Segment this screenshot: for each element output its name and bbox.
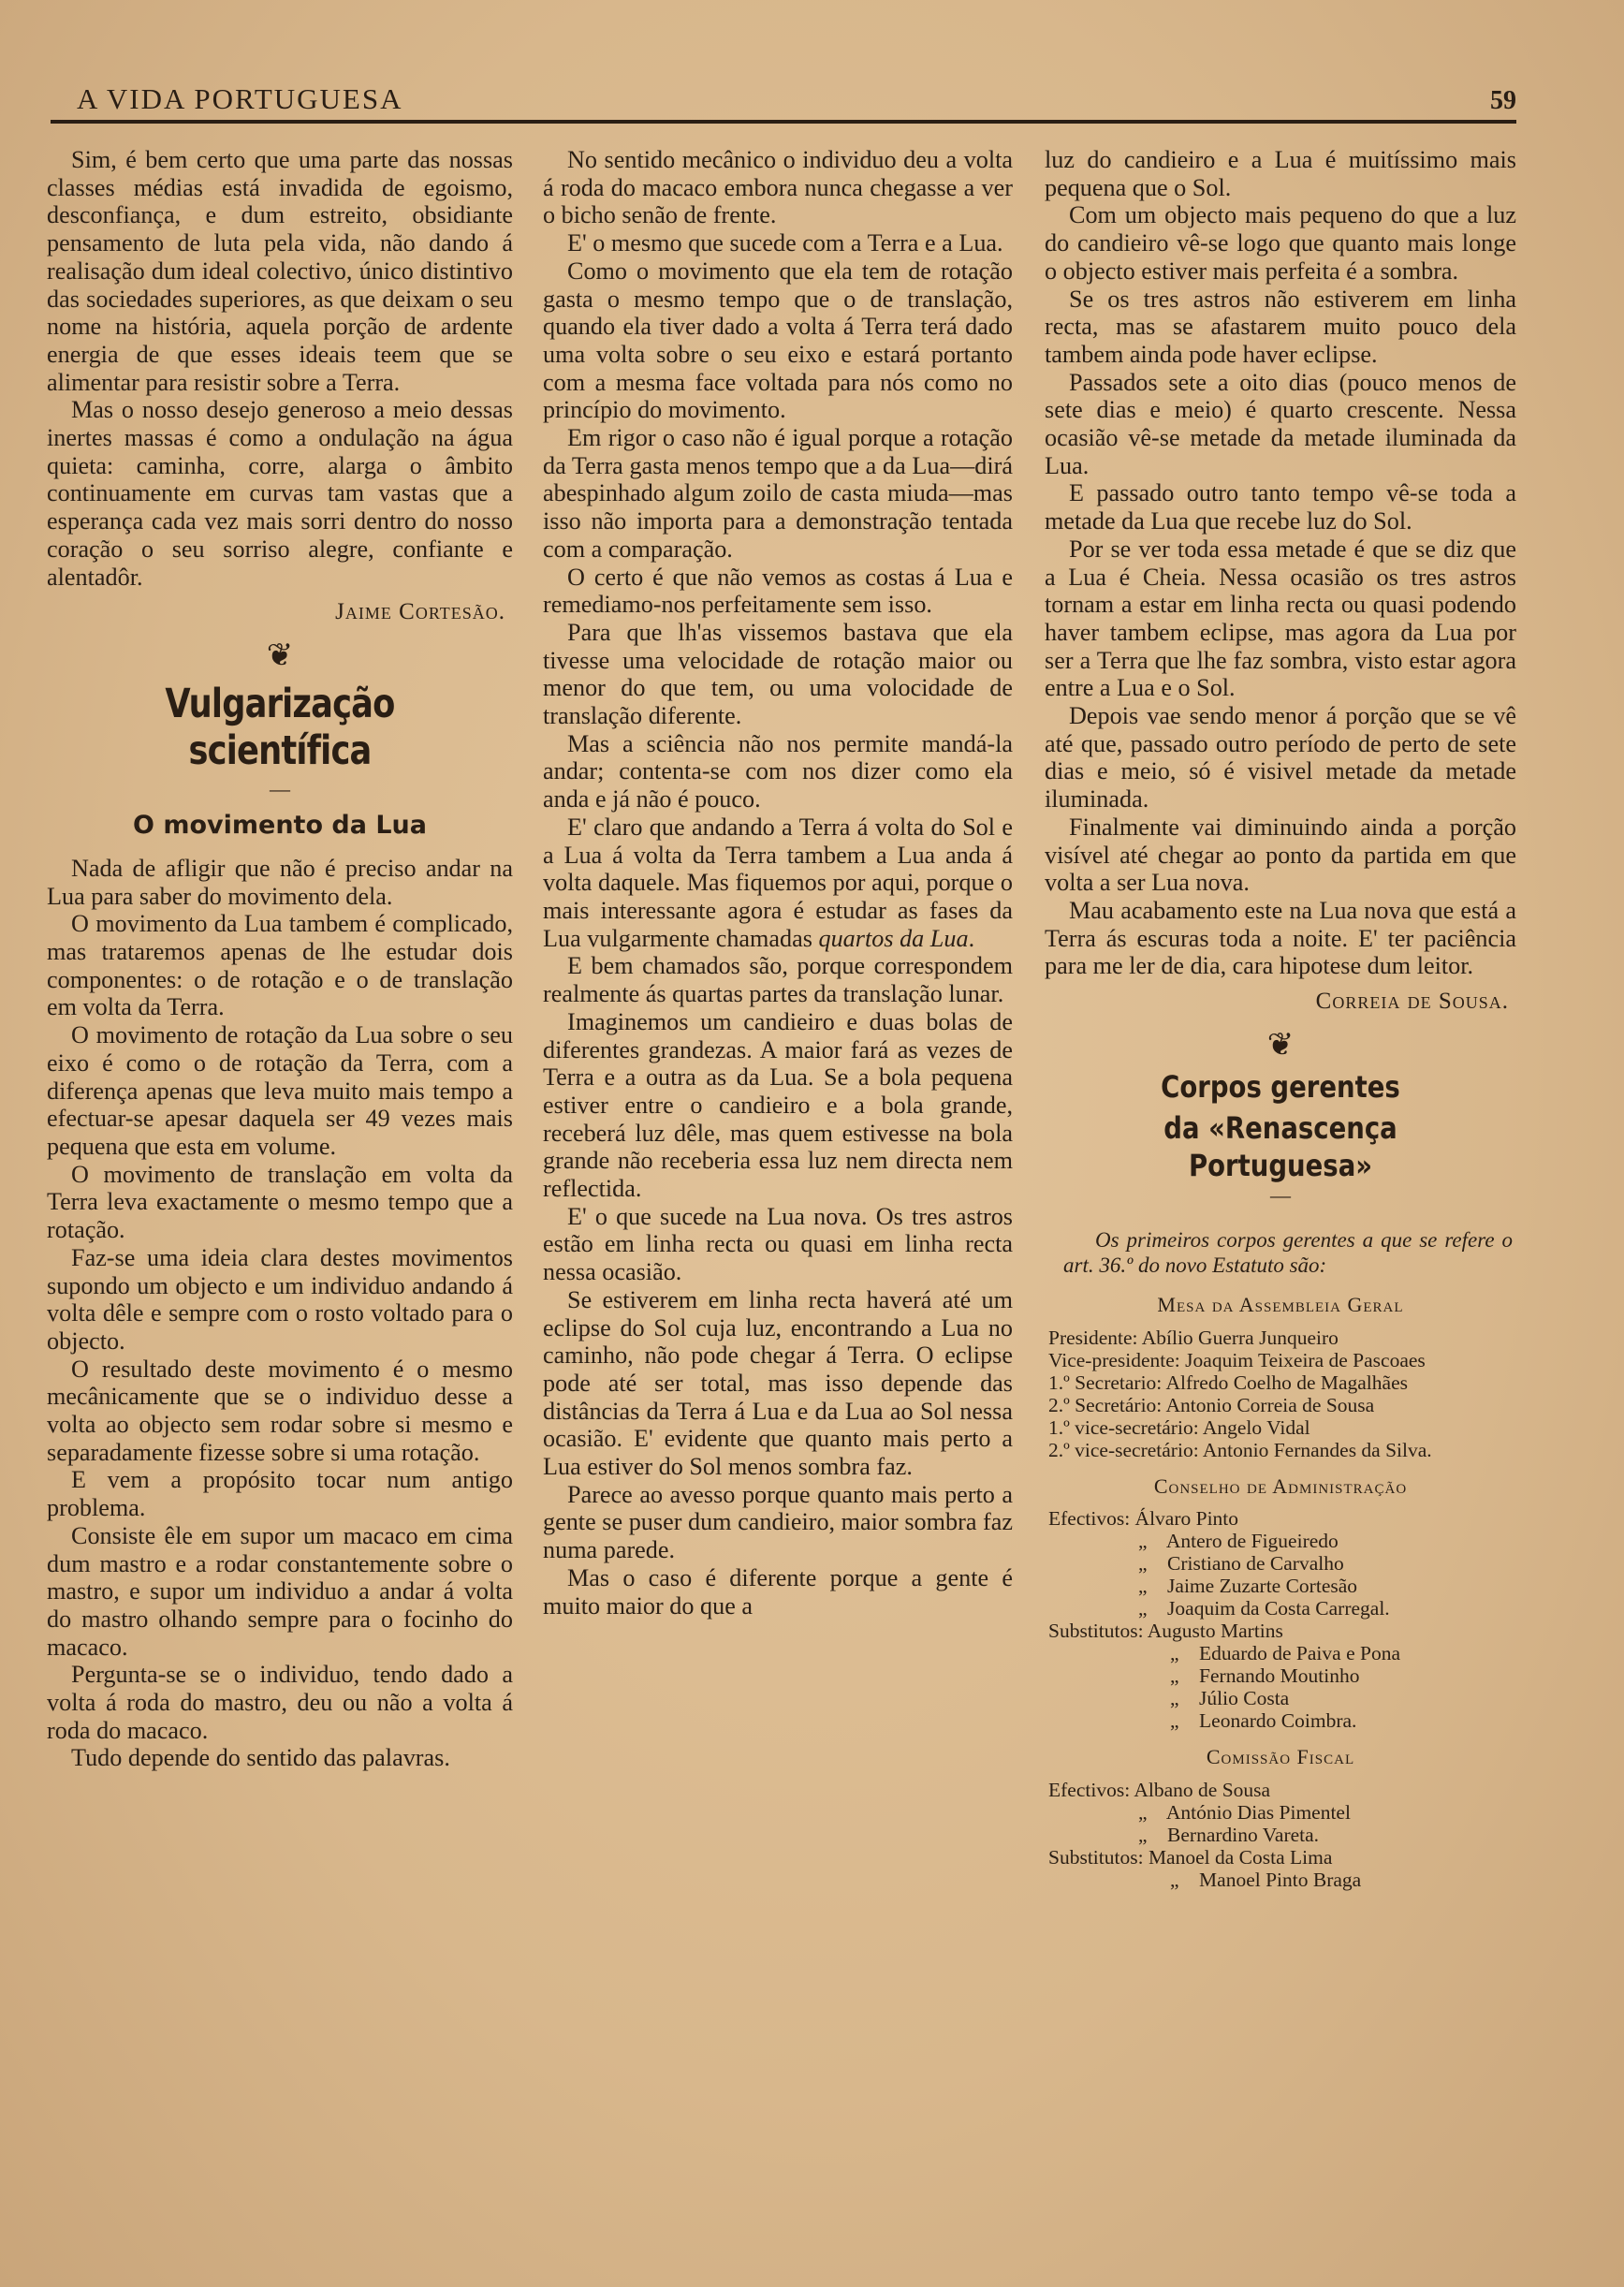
substitutos-label: Substitutos: bbox=[1048, 1845, 1144, 1869]
paragraph: Nada de afligir que não é preciso andar na Lua para saber do movimento dela. bbox=[47, 854, 513, 910]
column-1 bbox=[47, 146, 513, 1772]
paragraph: Por se ver toda essa metade é que se diz que a Lua é Cheia. Nessa ocasião os tres astros tornam a estar em linha recta ou quasi podendo haver tambem eclipse, mas agora da Lua por ser a Terra que lhe faz sombra, visto estar agora entre a Lua e o Sol. bbox=[1045, 535, 1516, 702]
paragraph: Depois vae sendo menor á porção que se vê até que, passado outro período de perto de sete dias e meio, só é visivel metade da metade iluminada. bbox=[1045, 702, 1516, 814]
paragraph: Mas o caso é diferente porque a gente é muito maior do que a bbox=[543, 1563, 1013, 1620]
roster-line: 1.º vice-secretário: Angelo Vidal bbox=[1048, 1415, 1310, 1439]
paragraph: Como o movimento que ela tem de rotação gasta o mesmo tempo que o de translação, quando ela tiver dado a volta á Terra terá dado uma volta sobre o seu eixo e estará portanto com a mesma face voltada para nós como no princípio do movimento. bbox=[543, 257, 1013, 424]
fiscal-heading: Comissão Fiscal bbox=[1206, 1745, 1355, 1769]
paragraph: Parece ao avesso porque quanto mais perto a gente se puser dum candieiro, maior sombra faz numa parede. bbox=[543, 1480, 1013, 1564]
roster-name: Albano de Sousa bbox=[1134, 1778, 1271, 1801]
roster-name: Bernardino Vareta. bbox=[1167, 1823, 1320, 1846]
column-3 bbox=[1045, 146, 1516, 1891]
paragraph: Para que lh'as vissemos bastava que ela tivesse uma velocidade de rotação maior ou menor do que tem, ou uma volocidade de translação diferente. bbox=[543, 618, 1013, 730]
roster-name: Cristiano de Carvalho bbox=[1167, 1552, 1344, 1576]
roster-line: Vice-presidente: Joaquim Teixeira de Pascoaes bbox=[1048, 1348, 1426, 1371]
ditto-mark: „ bbox=[1138, 1575, 1148, 1598]
ditto-mark: „ bbox=[1138, 1800, 1148, 1824]
roster-name: António Dias Pimentel bbox=[1165, 1800, 1351, 1824]
paragraph: O movimento da Lua tambem é complicado, mas trataremos apenas de lhe estudar dois componentes: o de rotação e o de translação em volta da Terra. bbox=[47, 910, 513, 1021]
paragraph: No sentido mecânico o individuo deu a volta á roda do macaco embora nunca chegasse a ver o bicho senão de frente. bbox=[543, 146, 1013, 229]
author-signature: Jaime Cortesão. bbox=[335, 599, 505, 625]
roster-name: Fernando Moutinho bbox=[1199, 1664, 1360, 1688]
fleuron-ornament-icon: ❦ bbox=[266, 638, 294, 673]
roster-line: 1.º Secretario: Alfredo Coelho de Magalhães bbox=[1048, 1371, 1408, 1394]
paragraph: O certo é que não vemos as costas á Lua e remediamo-nos perfeitamente sem isso. bbox=[543, 563, 1013, 619]
paragraph: Pergunta-se se o individuo, tendo dado a volta á roda do mastro, deu ou não a volta á roda do macaco. bbox=[47, 1661, 513, 1744]
paragraph: Finalmente vai diminuindo ainda a porção visível até chegar ao ponto da partida em que volta a ser Lua nova. bbox=[1045, 813, 1516, 897]
ditto-mark: „ bbox=[1170, 1642, 1179, 1665]
paragraph: Mau acabamento este na Lua nova que está a Terra ás escuras toda a noite. E' ter paciência para me ler de dia, cara hipotese dum leitor. bbox=[1045, 896, 1516, 980]
ditto-mark: „ bbox=[1170, 1664, 1179, 1688]
roster-name: Augusto Martins bbox=[1147, 1620, 1283, 1643]
roster-name: Álvaro Pinto bbox=[1134, 1507, 1239, 1531]
mesa-heading: Mesa da Assembleia Geral bbox=[1157, 1292, 1404, 1316]
section-title: Vulgarização scientífica bbox=[165, 680, 395, 774]
roster-name: Jaime Zuzarte Cortesão bbox=[1167, 1575, 1358, 1598]
roster-line: 2.º Secretário: Antonio Correia de Sousa bbox=[1048, 1393, 1375, 1416]
article-title: O movimento da Lua bbox=[132, 810, 427, 840]
paragraph: luz do candieiro e a Lua é muitíssimo mais pequena que o Sol. bbox=[1045, 146, 1516, 201]
paragraph: Imaginemos um candieiro e duas bolas de diferentes grandezas. A maior fará as vezes de Terra e a outra as da Lua. Se a bola pequena estiver entre o candieiro e a bola grande, receberá luz dêle, mas quem estivesse na bola grande não receberia essa luz nem directa nem reflectida. bbox=[543, 1007, 1013, 1203]
divider-dash: — bbox=[1270, 1182, 1291, 1207]
paragraph: E bem chamados são, porque correspondem realmente ás quartas partes da translação lunar. bbox=[543, 952, 1013, 1008]
paragraph: O movimento de translação em volta da Terra leva exactamente o mesmo tempo que a rotação. bbox=[47, 1160, 513, 1244]
ditto-mark: „ bbox=[1170, 1687, 1179, 1710]
roster-name: Leonardo Coimbra. bbox=[1199, 1709, 1357, 1733]
roster-name: Eduardo de Paiva e Pona bbox=[1199, 1642, 1400, 1665]
roster-name: Manoel Pinto Braga bbox=[1199, 1868, 1362, 1891]
paragraph: E' o mesmo que sucede com a Terra e a Lua. bbox=[567, 229, 1003, 257]
paragraph: Passados sete a oito dias (pouco menos de sete dias e meio) é quarto crescente. Nessa ocasião vê-se metade da metade iluminada da Lua. bbox=[1045, 368, 1516, 479]
paragraph: Faz-se uma ideia clara destes movimentos supondo um objecto e um individuo andando á volta dêle e sempre com o rosto voltado para o objecto. bbox=[47, 1243, 513, 1355]
page-header bbox=[51, 82, 1516, 124]
ditto-mark: „ bbox=[1138, 1597, 1148, 1620]
paragraph: O resultado deste movimento é o mesmo mecânicamente que se o individuo desse a volta ao objecto sem rodar sobre si mesmo e separadamente fizesse sobre si uma rotação. bbox=[47, 1355, 513, 1466]
paragraph: Em rigor o caso não é igual porque a rotação da Terra gasta menos tempo que a da Lua—dirá abespinhado algum zoilo de casta miuda—mas isso não importa para a demonstração tentada com a comparação. bbox=[543, 424, 1013, 563]
substitutos-label: Substitutos: bbox=[1048, 1620, 1144, 1643]
efectivos-label: Efectivos: bbox=[1048, 1507, 1131, 1531]
roster-line: Presidente: Abílio Guerra Junqueiro bbox=[1048, 1326, 1339, 1349]
roster-name: Antero de Figueiredo bbox=[1165, 1530, 1339, 1553]
emphasis: quartos da Lua bbox=[818, 924, 969, 952]
roster-line: 2.º vice-secretário: Antonio Fernandes da Silva. bbox=[1048, 1438, 1432, 1461]
paragraph: Se estiverem em linha recta haverá até um eclipse do Sol cuja luz, encontrando a Lua no caminho, não pode chegar á Terra. O eclipse pode até ser total, mas isso depende das distâncias da Terra á Lua e da Lua ao Sol nessa ocasião. E' evidente que quanto mais perto a Lua estiver do Sol menos sombra faz. bbox=[543, 1285, 1013, 1481]
corpos-intro: Os primeiros corpos gerentes a que se refere o art. 36.º do novo Estatuto são: bbox=[1063, 1227, 1513, 1277]
paragraph: E vem a propósito tocar num antigo problema. bbox=[47, 1466, 513, 1522]
ditto-mark: „ bbox=[1138, 1530, 1148, 1553]
roster-name: Júlio Costa bbox=[1199, 1687, 1290, 1710]
publication-title: A VIDA PORTUGUESA bbox=[77, 82, 403, 115]
paragraph: Com um objecto mais pequeno do que a luz do candieiro vê-se logo que quanto mais longe o objecto estiver mais perfeita é a sombra. bbox=[1045, 201, 1516, 285]
ditto-mark: „ bbox=[1138, 1552, 1148, 1576]
divider-dash: — bbox=[270, 776, 290, 800]
page-number: 59 bbox=[1490, 86, 1516, 115]
fleuron-ornament-icon: ❦ bbox=[1266, 1027, 1295, 1063]
corpos-title-line-1: Corpos gerentes bbox=[1161, 1068, 1400, 1105]
ditto-mark: „ bbox=[1170, 1868, 1179, 1891]
paragraph: E' claro que andando a Terra á volta do Sol e a Lua á volta da Terra tambem a Lua anda á volta daquele. Mas fiquemos por aqui, porque o mais interessante agora é estudar as fases da Lua vulgarmente chamadas quartos da Lua. bbox=[543, 813, 1013, 952]
paragraph: E passado outro tanto tempo vê-se toda a metade da Lua que recebe luz do Sol. bbox=[1045, 479, 1516, 535]
conselho-list bbox=[1048, 1507, 1513, 1732]
fiscal-list bbox=[1048, 1779, 1513, 1891]
author-signature: Correia de Sousa. bbox=[1315, 989, 1509, 1015]
roster-name: Manoel da Costa Lima bbox=[1148, 1845, 1333, 1869]
paragraph: Se os tres astros não estiverem em linha recta, mas se afastarem muito pouco dela tambem ainda pode haver eclipse. bbox=[1045, 285, 1516, 368]
column-2 bbox=[543, 146, 1013, 1620]
corpos-title-line-2: da «Renascença Portuguesa» bbox=[1163, 1109, 1397, 1183]
paragraph: E' o que sucede na Lua nova. Os tres astros estão em linha recta ou quasi em linha recta nessa ocasião. bbox=[543, 1202, 1013, 1286]
efectivos-label: Efectivos: bbox=[1048, 1778, 1131, 1801]
paragraph: Tudo depende do sentido das palavras. bbox=[71, 1744, 450, 1772]
paragraph: Mas a sciência não nos permite mandá-la andar; contenta-se com nos dizer como ela anda e já não é pouco. bbox=[543, 729, 1013, 814]
conselho-heading: Conselho de Administração bbox=[1153, 1473, 1408, 1498]
paragraph: Sim, é bem certo que uma parte das nossas classes médias está invadida de egoismo, desconfiança, e dum estreito, obsidiante pensamento de luta pela vida, não dando á realisação dum ideal colectivo, único distintivo das sociedades superiores, as que deixam o seu nome na história, aquela porção de ardente energia de que esses ideais teem que se alimentar para resistir sobre a Terra. bbox=[47, 146, 513, 396]
paragraph: Consiste êle em supor um macaco em cima dum mastro e a rodar constantemente sobre o mastro, e supor um individuo a andar á volta do mastro olhando sempre para o focinho do macaco. bbox=[47, 1521, 513, 1661]
mesa-list bbox=[1048, 1327, 1513, 1461]
roster-name: Joaquim da Costa Carregal. bbox=[1167, 1597, 1390, 1620]
paragraph: O movimento de rotação da Lua sobre o seu eixo é como o de rotação da Terra, com a diferença apenas que leva muito mais tempo a efectuar-se apesar daquela ser 49 vezes mais pequena que esta em volume. bbox=[47, 1021, 513, 1160]
ditto-mark: „ bbox=[1170, 1709, 1179, 1733]
paragraph: Mas o nosso desejo generoso a meio dessas inertes massas é como a ondulação na água quieta: caminha, corre, alarga o âmbito continuamente em curvas tam vastas que a esperança cada vez mais sorri dentro do nosso coração o seu sorriso alegre, confiante e alentadôr. bbox=[47, 396, 513, 591]
ditto-mark: „ bbox=[1138, 1823, 1148, 1846]
